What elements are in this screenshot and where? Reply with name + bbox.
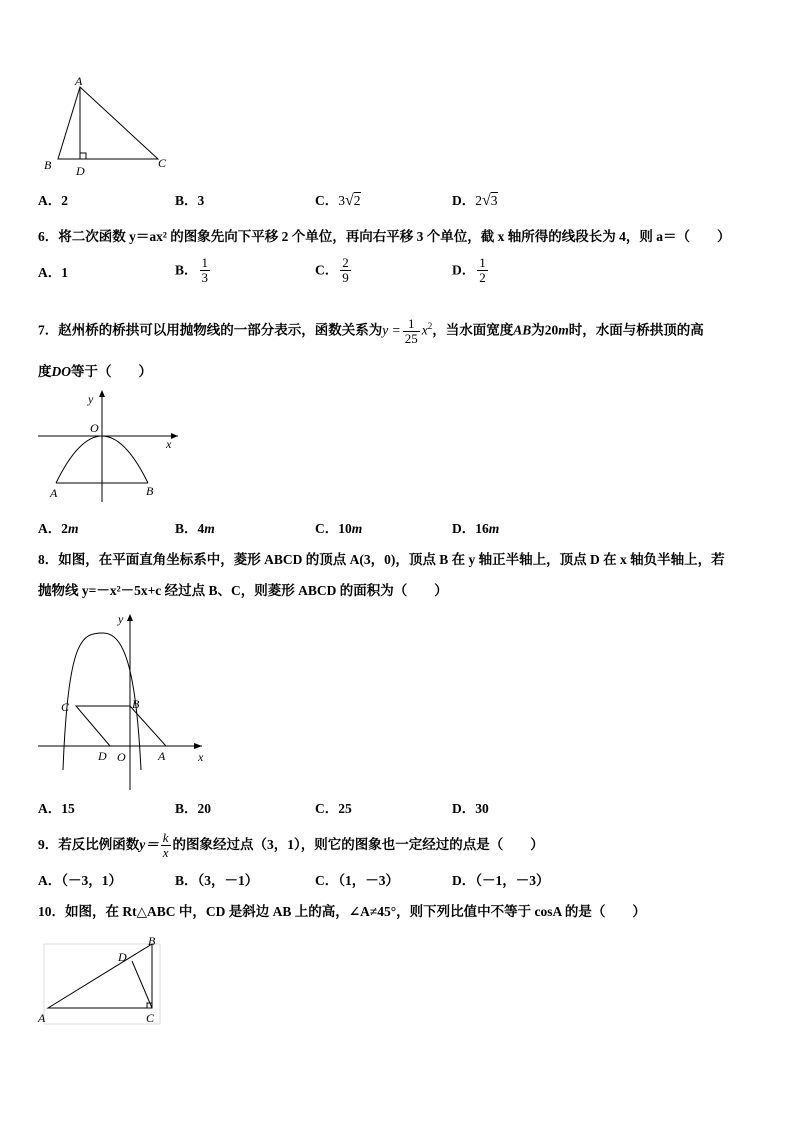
q8-label-C: C	[61, 700, 70, 714]
option-label: C．	[315, 801, 339, 816]
q7-width-val: 20	[544, 322, 559, 338]
q5-label-A: A	[75, 74, 83, 88]
q10-label-A: A	[38, 1011, 46, 1025]
q7-label-A: A	[50, 486, 58, 500]
q8-rhombus-figure	[34, 608, 214, 793]
option-value: 10	[338, 521, 352, 536]
fraction-numerator: k	[162, 830, 169, 846]
q10-stem: 10．如图，在 Rt△ABC 中，CD 是斜边 AB 上的高，∠A≠45°，则下列比值中不等于 cosA 的是（ ）	[38, 904, 646, 919]
q5-option-b[interactable]	[175, 192, 204, 210]
q9-lhs: y＝	[139, 837, 159, 852]
q10-label-C: C	[146, 1011, 155, 1025]
option-label: C．	[315, 873, 339, 888]
q5-option-c[interactable]	[315, 192, 361, 210]
q7-do: DO	[51, 364, 71, 379]
q7-option-a[interactable]	[38, 520, 79, 538]
option-label: B．	[175, 521, 198, 536]
option-unit: m	[204, 521, 215, 536]
q8-stem-line2: 抛物线 y=－x²－5x+c 经过点 B、C，则菱形 ABCD 的面积为（ ）	[38, 583, 448, 598]
option-value: （1，－3）	[338, 873, 399, 888]
option-fraction	[340, 256, 351, 285]
q10-triangle-figure	[34, 928, 169, 1028]
q7-option-d[interactable]	[452, 520, 499, 538]
option-radicand: 2	[353, 193, 361, 208]
option-unit: m	[68, 521, 79, 536]
option-label: A．	[38, 801, 62, 816]
q9-text-1: 9．若反比例函数	[38, 837, 140, 852]
fraction-denominator: x	[162, 845, 169, 861]
q7-stem-line1	[38, 309, 704, 348]
option-label: D．	[452, 801, 476, 816]
option-unit: m	[351, 521, 363, 536]
option-radicand: 3	[490, 193, 498, 208]
q6-option-a[interactable]	[38, 264, 68, 282]
fraction-numerator: 1	[201, 255, 209, 270]
fraction-numerator: 2	[342, 255, 349, 270]
q8-label-y: y	[118, 612, 124, 626]
option-label: B．	[175, 193, 198, 208]
q6-stem: 6．将二次函数 y＝ax² 的图象先向下平移 2 个单位，再向右平移 3 个单位，截 x 轴所得的线段长为 4，则 a＝（ ）	[38, 229, 731, 244]
q7-ab: AB	[513, 322, 532, 338]
q6-option-b[interactable]	[175, 256, 212, 285]
option-value: 2	[61, 521, 68, 536]
option-value: 1	[61, 265, 68, 280]
option-label: D．	[452, 521, 476, 536]
q7-formula-var: x	[421, 322, 428, 338]
option-label: B．	[175, 801, 198, 816]
fraction-denominator: 25	[404, 330, 418, 346]
option-coef: 2	[475, 193, 482, 208]
q9-option-d[interactable]	[452, 872, 550, 890]
option-value: 25	[338, 801, 352, 816]
option-label: D．	[452, 873, 476, 888]
q7-label-O: O	[90, 421, 99, 435]
q8-option-d[interactable]	[452, 800, 489, 818]
q7-text-6: 等于（ ）	[71, 364, 152, 379]
q7-bridge-figure	[34, 386, 184, 506]
sqrt-sign: √	[482, 192, 491, 209]
option-value: 16	[475, 521, 489, 536]
option-label: A．	[38, 193, 62, 208]
fraction-denominator: 2	[479, 270, 486, 285]
q9-text-2: 的图象经过点（3，1），则它的图象也一定经过的点是（ ）	[172, 837, 544, 852]
option-value: 20	[197, 801, 212, 816]
option-label: B．	[175, 262, 198, 278]
fraction-denominator: 3	[201, 270, 209, 285]
q5-label-C: C	[158, 156, 167, 170]
q7-label-B: B	[146, 484, 154, 498]
q8-label-A: A	[158, 749, 166, 763]
q8-option-a[interactable]	[38, 800, 75, 818]
q5-label-D: D	[76, 164, 85, 178]
option-label: C．	[315, 262, 339, 278]
option-value: （－1，－3）	[475, 873, 550, 888]
option-label: A．	[38, 873, 62, 888]
q9-option-c[interactable]	[315, 872, 399, 890]
q10-label-B: B	[148, 934, 156, 948]
q7-option-c[interactable]	[315, 520, 362, 538]
q6-option-d[interactable]	[452, 256, 490, 285]
q8-stem-line1: 8．如图，在平面直角坐标系中，菱形 ABCD 的顶点 A(3，0)，顶点 B 在 y 轴正半轴上，顶点 D 在 x 轴负半轴上，若	[38, 552, 725, 567]
option-unit: m	[488, 521, 500, 536]
option-value: （－3，1）	[61, 873, 122, 888]
option-label: B．	[175, 873, 198, 888]
option-value: 3	[197, 193, 205, 208]
q8-option-c[interactable]	[315, 800, 352, 818]
q8-label-O: O	[117, 750, 126, 764]
option-label: C．	[315, 193, 339, 208]
option-fraction	[477, 256, 488, 285]
option-fraction	[200, 256, 211, 285]
q9-option-a[interactable]	[38, 872, 122, 890]
option-label: D．	[452, 262, 476, 278]
option-label: A．	[38, 265, 62, 280]
q7-text-1: 7．赵州桥的桥拱可以用抛物线的一部分表示，函数关系为	[38, 322, 383, 338]
q7-option-b[interactable]	[175, 520, 215, 538]
fraction-numerator: 1	[407, 315, 415, 331]
sqrt-sign: √	[345, 192, 354, 209]
option-value: （3，－1）	[197, 873, 259, 888]
option-label: D．	[452, 193, 476, 208]
q8-label-B: B	[132, 697, 140, 711]
option-coef: 3	[338, 193, 345, 208]
q5-option-d[interactable]	[452, 192, 498, 210]
q7-stem-line2	[38, 363, 152, 381]
q7-text-5: 度	[38, 364, 52, 379]
fraction-numerator: 1	[479, 255, 486, 270]
option-value: 4	[197, 521, 205, 536]
q7-text-3: 为	[531, 322, 545, 338]
q5-option-a[interactable]	[38, 192, 68, 210]
q7-formula-lhs: y =	[382, 322, 401, 338]
q7-width-unit: m	[558, 322, 569, 338]
q9-fraction	[161, 831, 171, 860]
q8-label-x: x	[198, 750, 204, 764]
q5-label-B: B	[44, 158, 52, 172]
q9-option-b[interactable]	[175, 872, 258, 890]
q10-label-D: D	[118, 950, 127, 964]
q5-triangle-figure	[36, 74, 176, 180]
q7-formula-fraction	[403, 317, 420, 346]
option-label: A．	[38, 521, 62, 536]
q7-text-4: 时，水面与桥拱顶的高	[568, 322, 704, 338]
q6-option-c[interactable]	[315, 256, 353, 285]
option-label: C．	[315, 521, 339, 536]
q7-label-x: x	[166, 437, 172, 451]
q7-text-2: ，当水面宽度	[432, 322, 514, 338]
fraction-denominator: 9	[342, 270, 349, 285]
q8-option-b[interactable]	[175, 800, 211, 818]
q8-label-D: D	[98, 749, 107, 763]
q9-stem	[38, 827, 544, 863]
q7-label-y: y	[88, 392, 94, 406]
q7-formula-exp: 2	[427, 321, 433, 331]
option-value: 2	[61, 193, 68, 208]
option-value: 15	[61, 801, 75, 816]
option-value: 30	[475, 801, 489, 816]
